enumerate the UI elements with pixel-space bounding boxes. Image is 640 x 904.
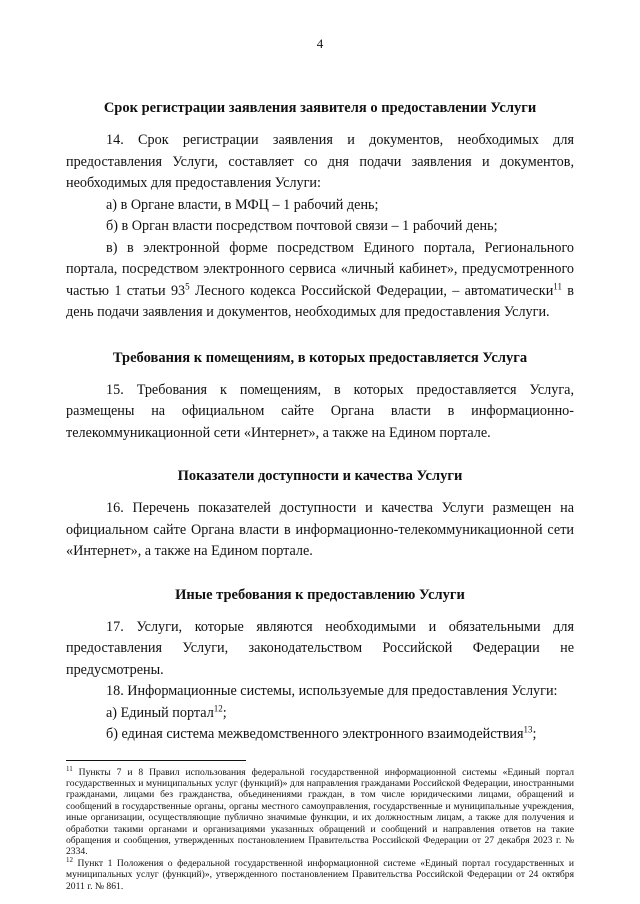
item-14b: б) в Орган власти посредством почтовой связи – 1 рабочий день; <box>106 218 498 234</box>
footnote-ref-13: 13 <box>523 724 533 735</box>
footnote-divider <box>66 760 246 761</box>
superscript-5: 5 <box>185 280 190 291</box>
paragraph-18: 18. Информационные системы, используемые для предоставления Услуги: <box>106 683 558 699</box>
item-18b-end: ; <box>532 726 537 742</box>
paragraph-17: 17. Услуги, которые являются необходимыми и обязательными для предоставления Услуги, законодательством Российской Федерации не предусмотрены. <box>66 618 574 678</box>
item-14a: а) в Органе власти, в МФЦ – 1 рабочий день; <box>106 196 379 213</box>
item-14c-text-3: в день подачи заявления и документов, необходимых для предоставления Услуги. <box>66 282 574 320</box>
footnote-ref-11: 11 <box>553 280 562 291</box>
paragraph-16: 16. Перечень показателей доступности и качества Услуги размещен на официальном сайте Органа власти в информационно-телекоммуникационной сети «Интернет», а также на Едином портале. <box>66 500 574 559</box>
paragraph-14: 14. Срок регистрации заявления и документов, необходимых для предоставления Услуги, составляет со дня подачи заявления и документов, необходимых для предоставления Услуги: <box>66 132 574 191</box>
item-18a-end: ; <box>222 704 227 721</box>
footnote-number-11: 11 <box>66 764 73 773</box>
section-other-requirements <box>66 617 574 746</box>
section-heading-registration-term: Срок регистрации заявления заявителя о предоставлении Услуги <box>103 100 537 116</box>
section-heading-premises: Требования к помещениям, в которых предоставляется Услуга <box>112 349 528 366</box>
item-18a <box>66 703 574 725</box>
item-14c-text-2: Лесного кодекса Российской Федерации, – автоматически <box>189 282 554 299</box>
item-14c-text-1: в) в электронной форме посредством Единого портала, Регионального портала, посредством электронного сервиса «личный кабинет», предусмотренного частью 1 статьи 93 <box>66 239 574 299</box>
section-accessibility <box>66 498 574 563</box>
section-premises <box>66 380 574 445</box>
footnote-12 <box>66 855 574 892</box>
item-18a-text: а) Единый портал <box>106 704 214 721</box>
section-heading-other-requirements: Иные требования к предоставлению Услуги <box>175 586 465 603</box>
footnote-ref-12: 12 <box>213 702 223 713</box>
paragraph-15: 15. Требования к помещениям, в которых предоставляется Услуга, размещены на официальном сайте Органа власти в информационно-телекоммуникационной сети «Интернет», а также на Едином портале. <box>66 381 574 441</box>
item-14c <box>66 238 574 324</box>
footnote-11 <box>66 764 574 858</box>
section-registration-term <box>66 130 574 324</box>
section-heading-accessibility: Показатели доступности и качества Услуги <box>177 468 463 484</box>
item-18b <box>66 724 574 746</box>
page-number: 4 <box>316 36 324 51</box>
footnote-number-12: 12 <box>66 855 73 864</box>
item-18b-text: б) единая система межведомственного электронного взаимодействия <box>106 726 524 742</box>
footnote-11-text: Пункты 7 и 8 Правил использования федеральной государственной информационной системы «Единый портал государственных и муниципальных услуг (функций)» для направления гражданами Российской Федерации, иностранными гражданами, лицами без гражданства, объединениями граждан, в том числе юридическими лицами, обращений и сообщений в государственные органы, органы местного самоуправления, государственные и муниципальные учреждения, иные организации, осуществляющие публично значимые функции, и их должностным лицам, а также для получения и обработки такими органами и организациями указанных обращений и сообщений и направления ответов на такие обращения и сообщения, утвержденных постановлением Правительства Российской Федерации от 27 декабря 2023 г. № 2334. <box>66 766 574 858</box>
footnote-12-text: Пункт 1 Положения о федеральной государственной информационной системе «Единый портал государственных и муниципальных услуг (функций)», утвержденного постановлением Правительства Российской Федерации от 24 октября 2011 г. № 861. <box>66 857 574 892</box>
